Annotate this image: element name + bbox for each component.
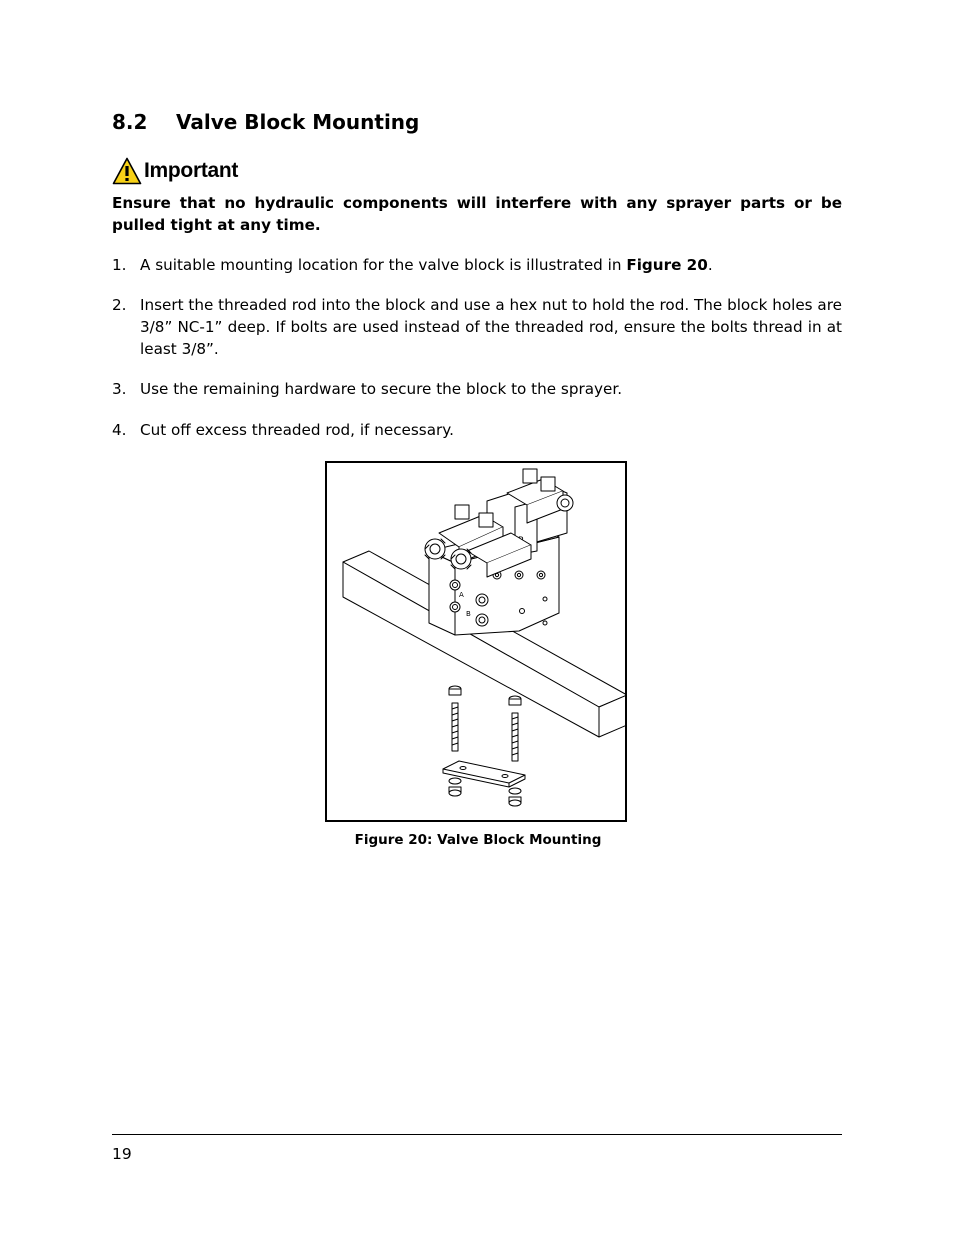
section-title: Valve Block Mounting bbox=[176, 110, 420, 134]
step-number: 3. bbox=[112, 380, 127, 398]
list-item bbox=[112, 419, 842, 441]
list-item bbox=[112, 294, 842, 360]
step-text: Cut off excess threaded rod, if necessary. bbox=[140, 421, 454, 439]
port-label-b: B bbox=[466, 610, 471, 618]
figure-valve-block-mounting bbox=[325, 461, 627, 822]
valve-block-illustration bbox=[327, 463, 625, 820]
figure-caption: Figure 20: Valve Block Mounting bbox=[354, 832, 602, 848]
page-number: 19 bbox=[112, 1145, 132, 1163]
important-label: Important bbox=[144, 159, 239, 182]
section-number: 8.2 bbox=[112, 110, 148, 134]
step-number: 1. bbox=[112, 256, 127, 274]
port-label-a: A bbox=[459, 591, 464, 599]
mounting-hardware bbox=[443, 686, 525, 806]
step-text bbox=[140, 254, 842, 276]
step-number: 2. bbox=[112, 296, 127, 314]
important-text: Ensure that no hydraulic components will interfere with any sprayer parts or be pulled tight at any time. bbox=[112, 194, 842, 234]
step-text-after: . bbox=[707, 256, 713, 274]
important-callout bbox=[112, 156, 238, 186]
figure-reference: Figure 20 bbox=[626, 256, 708, 274]
footer-rule bbox=[112, 1134, 842, 1135]
step-text: Insert the threaded rod into the block and use a hex nut to hold the rod. The block holes are 3/8” NC-1” deep. If bolts are used instead of the threaded rod, ensure the bolts thread in at least 3/8”. bbox=[140, 296, 842, 358]
list-item bbox=[112, 254, 842, 276]
section-heading bbox=[112, 110, 419, 134]
list-item bbox=[112, 378, 842, 400]
warning-triangle-icon bbox=[112, 157, 142, 185]
step-text: Use the remaining hardware to secure the block to the sprayer. bbox=[140, 380, 623, 398]
step-text-before: A suitable mounting location for the valve block is illustrated in bbox=[140, 256, 627, 274]
step-number: 4. bbox=[112, 421, 127, 439]
